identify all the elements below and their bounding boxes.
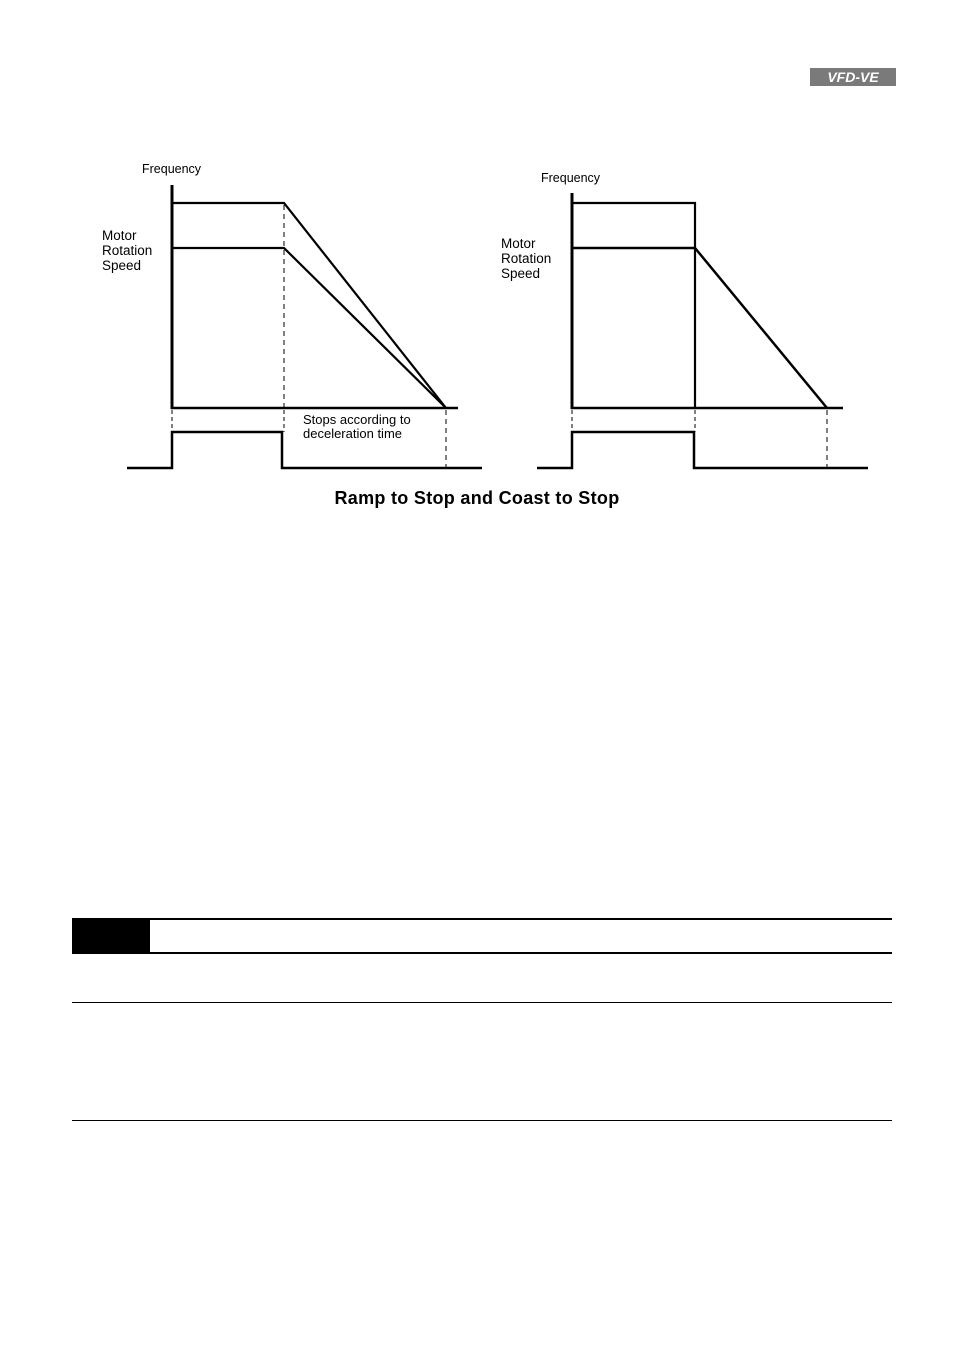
- coast-to-stop-diagram: [501, 171, 868, 468]
- deceleration-note-line-1: Stops according to: [303, 412, 411, 427]
- right-frequency-curve: [572, 203, 695, 408]
- right-run-command-pulse: [537, 432, 868, 468]
- settings-divider-bottom: [72, 1120, 892, 1121]
- left-motor-label-line-1: Motor: [102, 228, 137, 243]
- diagram-caption: Ramp to Stop and Coast to Stop: [334, 488, 620, 508]
- ramp-to-stop-diagram: [102, 162, 482, 468]
- right-motor-label-line-3: Speed: [501, 266, 541, 281]
- right-motor-speed-curve: [572, 248, 827, 408]
- right-motor-label-line-2: Rotation: [501, 251, 552, 266]
- deceleration-note-line-2: deceleration time: [303, 426, 402, 441]
- parameter-code-tab: [72, 920, 150, 952]
- left-motor-speed-curve: [172, 248, 446, 408]
- logo-text: VFD-VE: [827, 69, 879, 85]
- parameter-header-bar: [72, 918, 892, 954]
- left-motor-label-line-3: Speed: [102, 258, 142, 273]
- left-motor-label-line-2: Rotation: [102, 243, 153, 258]
- left-frequency-label: Frequency: [142, 162, 202, 176]
- settings-divider-top: [72, 1002, 892, 1003]
- right-frequency-label: Frequency: [541, 171, 601, 185]
- stop-method-diagrams: [0, 0, 954, 520]
- right-motor-label-line-1: Motor: [501, 236, 536, 251]
- left-frequency-curve: [172, 203, 446, 408]
